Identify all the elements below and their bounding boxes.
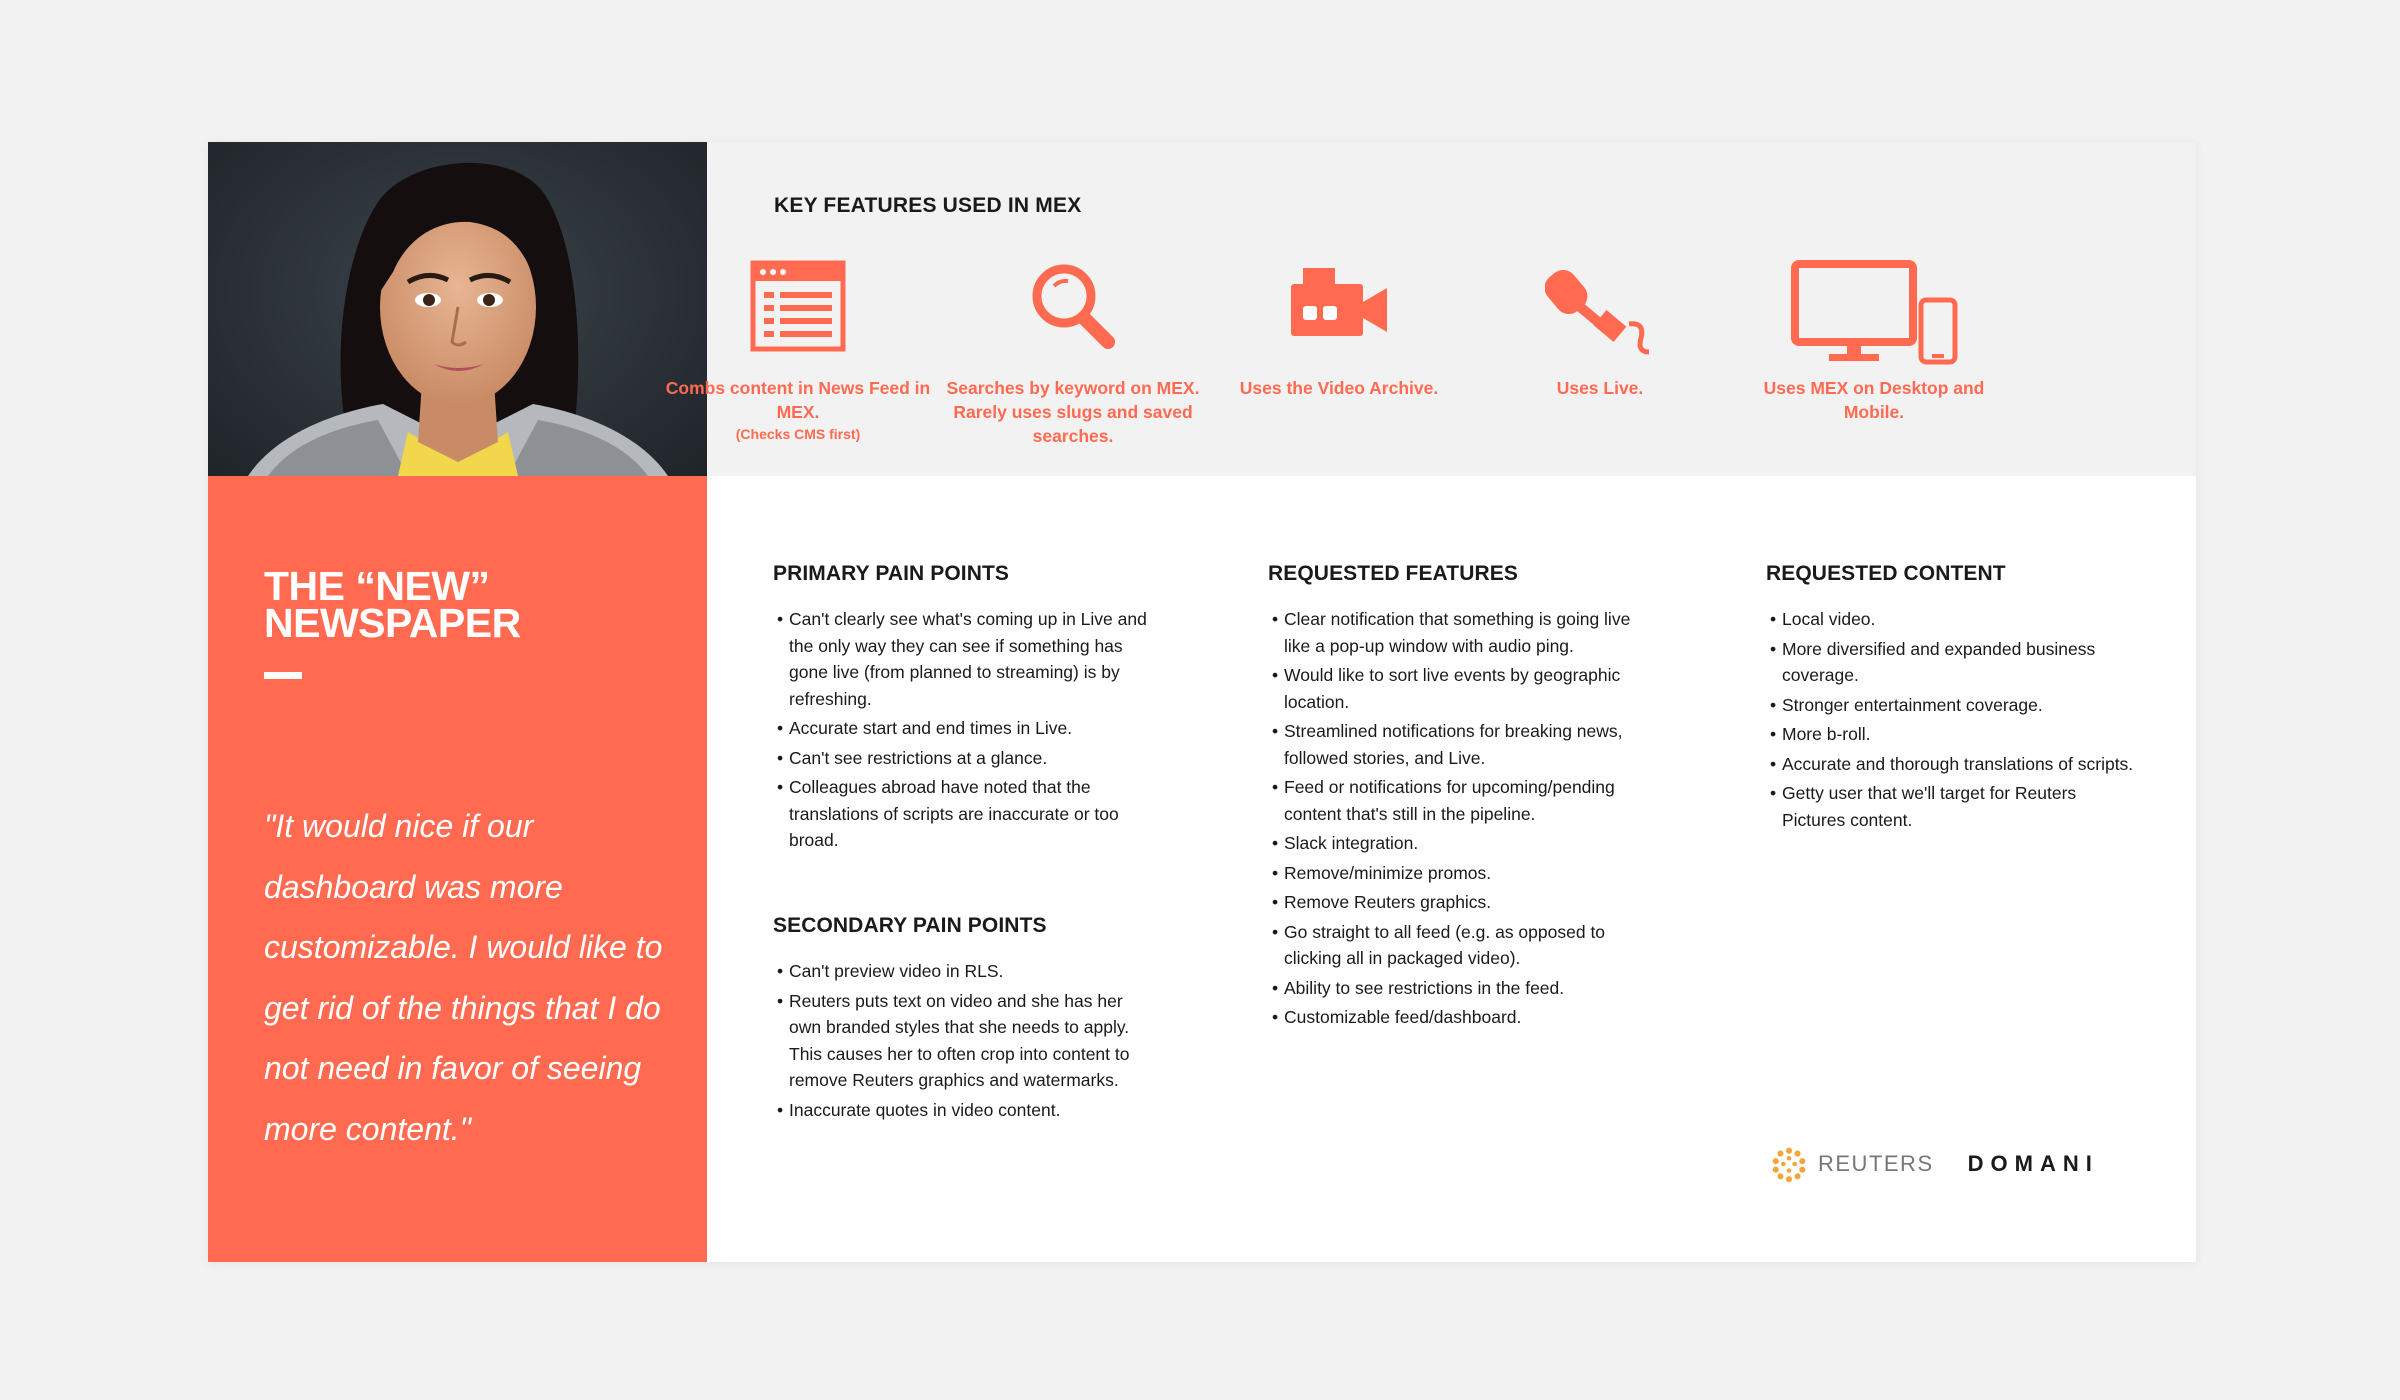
list-item: • Customizable feed/dashboard. bbox=[1268, 1004, 1648, 1031]
requested-features-title: REQUESTED FEATURES bbox=[1268, 562, 1518, 585]
key-features-strip bbox=[665, 142, 2196, 476]
list-item: • Can't clearly see what's coming up in Live and the only way they can see if something has gone live (from planned to streaming) is by refreshing. bbox=[773, 606, 1153, 712]
feature-live bbox=[1475, 260, 1725, 400]
list-item: • Reuters puts text on video and she has her own branded styles that she needs to apply. This causes her to often crop into content to remove Reuters graphics and watermarks. bbox=[773, 988, 1153, 1094]
persona-photo bbox=[208, 142, 707, 476]
list-item: • Would like to sort live events by geographic location. bbox=[1268, 662, 1648, 715]
search-icon bbox=[1028, 260, 1118, 352]
requested-content-title: REQUESTED CONTENT bbox=[1766, 562, 2006, 585]
persona-title-line2: NEWSPAPER bbox=[264, 600, 521, 646]
list-item: • Stronger entertainment coverage. bbox=[1766, 692, 2136, 719]
title-divider bbox=[264, 672, 302, 679]
feature-search bbox=[933, 260, 1213, 448]
persona-title-line1: THE “NEW” bbox=[264, 563, 490, 609]
feature-caption: Combs content in News Feed in MEX. bbox=[665, 378, 931, 422]
secondary-pain-points-title: SECONDARY PAIN POINTS bbox=[773, 914, 1047, 937]
list-item: • Colleagues abroad have noted that the translations of scripts are inaccurate or too broad. bbox=[773, 774, 1153, 854]
list-item: • Ability to see restrictions in the feed. bbox=[1268, 975, 1648, 1002]
video-camera-icon bbox=[1289, 260, 1389, 352]
feature-caption: Uses the Video Archive. bbox=[1239, 378, 1439, 398]
live-satellite-icon bbox=[1545, 260, 1655, 360]
list-item: • Clear notification that something is going live like a pop-up window with audio ping. bbox=[1268, 606, 1648, 659]
feature-caption: Searches by keyword on MEX. Rarely uses slugs and saved searches. bbox=[946, 378, 1200, 446]
requested-content-list bbox=[1766, 606, 2136, 833]
feature-caption: Uses MEX on Desktop and Mobile. bbox=[1763, 378, 1985, 422]
list-item: • Local video. bbox=[1766, 606, 2136, 633]
list-item: • Feed or notifications for upcoming/pending content that's still in the pipeline. bbox=[1268, 774, 1648, 827]
reuters-logo-icon bbox=[1770, 1145, 1808, 1183]
list-item: • Remove Reuters graphics. bbox=[1268, 889, 1648, 916]
list-item: • Can't see restrictions at a glance. bbox=[773, 745, 1153, 772]
requested-content bbox=[1766, 562, 2136, 836]
list-item: • Streamlined notifications for breaking news, followed stories, and Live. bbox=[1268, 718, 1648, 771]
persona-title bbox=[264, 563, 684, 646]
feature-desktop-mobile bbox=[1749, 260, 1999, 424]
desktop-mobile-icon bbox=[1789, 260, 1959, 370]
list-item: • Accurate and thorough translations of scripts. bbox=[1766, 751, 2136, 778]
feature-news-feed bbox=[663, 260, 933, 444]
feature-video-archive bbox=[1219, 260, 1459, 400]
list-item: • Slack integration. bbox=[1268, 830, 1648, 857]
primary-pain-points-list bbox=[773, 606, 1153, 854]
list-item: • Can't preview video in RLS. bbox=[773, 958, 1153, 985]
requested-features bbox=[1268, 562, 1648, 1034]
secondary-pain-points bbox=[773, 914, 1153, 1126]
secondary-pain-points-list bbox=[773, 958, 1153, 1123]
primary-pain-points-title: PRIMARY PAIN POINTS bbox=[773, 562, 1010, 585]
list-item: • Go straight to all feed (e.g. as opposed to clicking all in packaged video). bbox=[1268, 919, 1648, 972]
list-item: • More diversified and expanded business coverage. bbox=[1766, 636, 2136, 689]
requested-features-list bbox=[1268, 606, 1648, 1031]
list-item: • Getty user that we'll target for Reuters Pictures content. bbox=[1766, 780, 2136, 833]
feature-caption: Uses Live. bbox=[1556, 378, 1644, 398]
list-item: • More b-roll. bbox=[1766, 721, 2136, 748]
portrait-illustration bbox=[208, 142, 707, 476]
persona-quote: "It would nice if our dashboard was more customizable. I would like to get rid of the things that I do not need in favor of seeing more content." bbox=[264, 808, 663, 1147]
list-item: • Accurate start and end times in Live. bbox=[773, 715, 1153, 742]
domani-logo-text: DOMANI bbox=[1967, 1151, 2099, 1176]
key-features-title: KEY FEATURES USED IN MEX bbox=[774, 194, 1082, 217]
list-item: • Inaccurate quotes in video content. bbox=[773, 1097, 1153, 1124]
reuters-logo-text: REUTERS bbox=[1818, 1151, 1934, 1176]
partner-logos bbox=[1770, 1144, 2099, 1184]
persona-card bbox=[208, 142, 2196, 1262]
persona-panel bbox=[208, 476, 707, 1262]
primary-pain-points bbox=[773, 562, 1153, 857]
feature-caption-sub: (Checks CMS first) bbox=[735, 426, 861, 442]
news-feed-icon bbox=[750, 260, 846, 352]
list-item: • Remove/minimize promos. bbox=[1268, 860, 1648, 887]
